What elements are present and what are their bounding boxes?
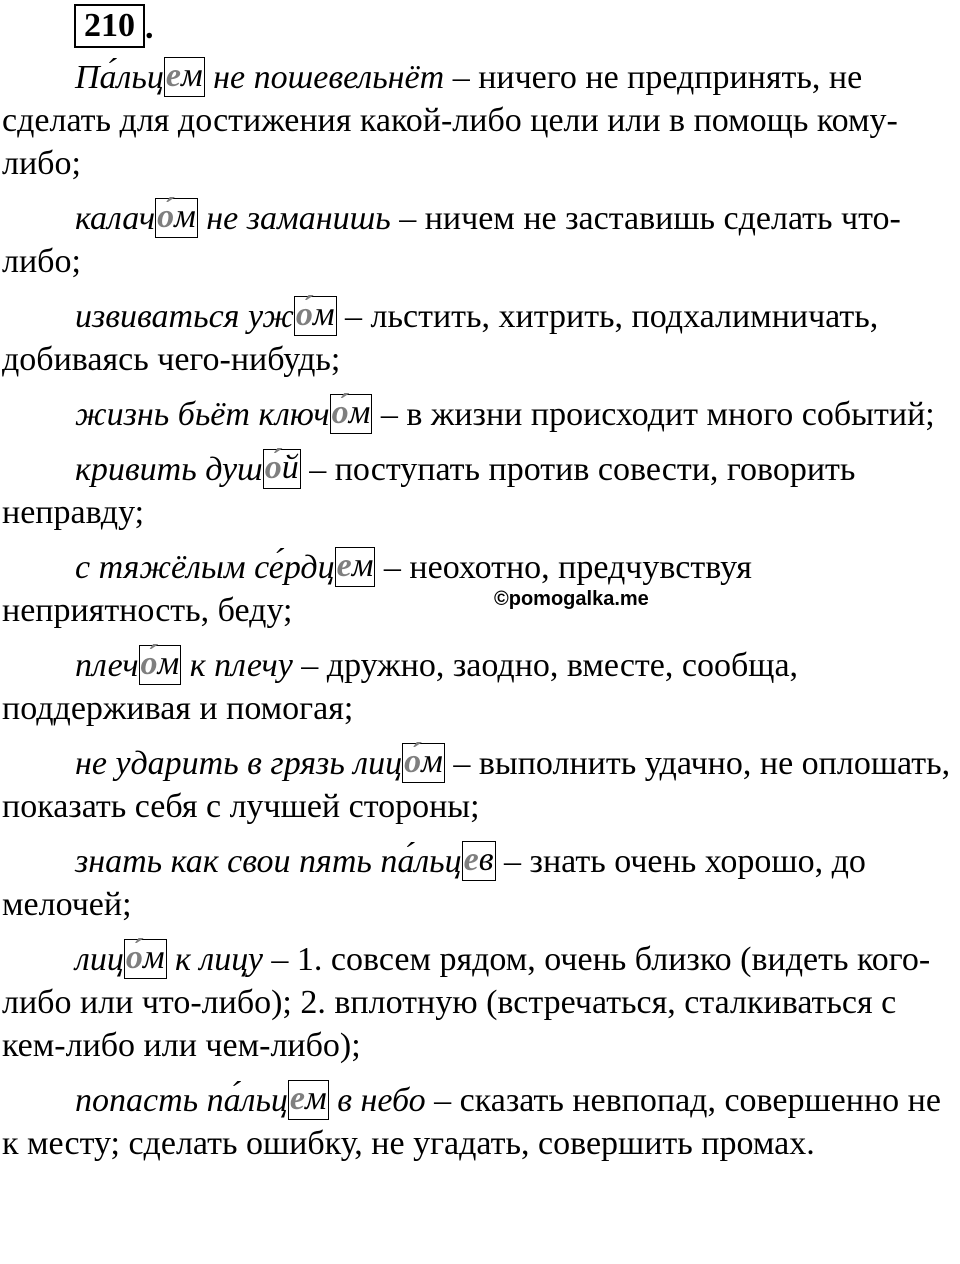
idiom-phrase: калачо́м не заманишь bbox=[75, 198, 391, 237]
highlighted-vowel: о́ bbox=[295, 296, 313, 333]
list-item bbox=[2, 393, 960, 436]
ending-box: о́м bbox=[124, 939, 167, 979]
idiom-definition: – 1. совсем рядом, очень близко (видеть кого-либо или что-либо); 2. вплотную (встречаться, сталкиваться с кем-либо или чем-либо); bbox=[2, 941, 931, 1064]
list-item bbox=[2, 197, 960, 283]
highlighted-vowel: е bbox=[463, 841, 479, 878]
ending-box: ев bbox=[462, 841, 496, 881]
highlighted-vowel: о́ bbox=[125, 939, 143, 976]
list-item bbox=[2, 840, 960, 926]
idiom-definition: – знать очень хорошо, до мелочей; bbox=[2, 843, 866, 923]
idiom-definition: – в жизни происходит много событий; bbox=[372, 396, 935, 433]
idiom-definition: – поступать против совести, говорить неправду; bbox=[2, 451, 856, 531]
idiom-definition: – льстить, хитрить, подхалимничать, добиваясь чего-нибудь; bbox=[2, 298, 879, 378]
idiom-phrase: знать как свои пять па́льцев bbox=[75, 841, 494, 880]
ending-box: ем bbox=[164, 57, 205, 97]
idiom-phrase: лицо́м к лицу bbox=[75, 939, 263, 978]
list-item bbox=[2, 295, 960, 381]
idiom-phrase: не ударить в грязь лицо́м bbox=[75, 743, 443, 782]
idiom-definition: – выполнить удачно, не оплошать, показать себя с лучшей стороны; bbox=[2, 745, 951, 825]
list-item bbox=[2, 1079, 960, 1165]
exercise-number bbox=[74, 4, 154, 48]
watermark: ©pomogalka.me bbox=[494, 588, 649, 610]
idiom-definition: – сказать невпопад, совершенно не к месту; сделать ошибку, не угадать, совершить промах. bbox=[2, 1082, 941, 1162]
idiom-phrase: плечо́м к плечу bbox=[75, 645, 293, 684]
list-item bbox=[2, 56, 960, 185]
phrase-list bbox=[2, 56, 960, 1177]
idiom-phrase: попасть па́льцем в небо bbox=[75, 1080, 426, 1119]
exercise-number-dot: . bbox=[145, 9, 154, 46]
idiom-phrase: извиваться ужо́м bbox=[75, 296, 335, 335]
highlighted-vowel: о́ bbox=[404, 743, 422, 780]
list-item bbox=[2, 742, 960, 828]
ending-box: о́м bbox=[139, 645, 182, 685]
idiom-phrase: кривить душо́й bbox=[75, 449, 299, 488]
list-item bbox=[2, 546, 960, 632]
list-item bbox=[2, 644, 960, 730]
highlighted-vowel: е bbox=[165, 57, 181, 94]
idiom-phrase: с тяжёлым се́рдцем bbox=[75, 547, 374, 586]
idiom-definition: – ничем не заставишь сделать что-либо; bbox=[2, 200, 901, 280]
idiom-definition: – дружно, заодно, вместе, сообща, поддерживая и помогая; bbox=[2, 647, 799, 727]
list-item bbox=[2, 938, 960, 1067]
idiom-definition: – неохотно, предчувствуя неприятность, беду; bbox=[2, 549, 752, 629]
highlighted-vowel: е bbox=[336, 547, 352, 584]
highlighted-vowel: о́ bbox=[331, 394, 349, 431]
exercise-number-box: 210 bbox=[74, 4, 145, 48]
highlighted-vowel: о́ bbox=[140, 645, 158, 682]
highlighted-vowel: о́ bbox=[264, 449, 282, 486]
ending-box: ем bbox=[288, 1080, 329, 1120]
idiom-definition: – ничего не предпринять, не сделать для достижения какой-либо цели или в помощь кому-либо; bbox=[2, 59, 898, 182]
idiom-phrase: Па́льцем не пошевельнёт bbox=[75, 57, 445, 96]
ending-box: о́й bbox=[263, 449, 301, 489]
ending-box: ем bbox=[335, 547, 376, 587]
ending-box: о́м bbox=[155, 198, 198, 238]
ending-box: о́м bbox=[402, 743, 445, 783]
ending-box: о́м bbox=[330, 394, 373, 434]
list-item bbox=[2, 448, 960, 534]
idiom-phrase: жизнь бьёт ключо́м bbox=[75, 394, 371, 433]
highlighted-vowel: о́ bbox=[157, 198, 175, 235]
highlighted-vowel: е bbox=[289, 1080, 306, 1117]
ending-box: о́м bbox=[294, 296, 337, 336]
